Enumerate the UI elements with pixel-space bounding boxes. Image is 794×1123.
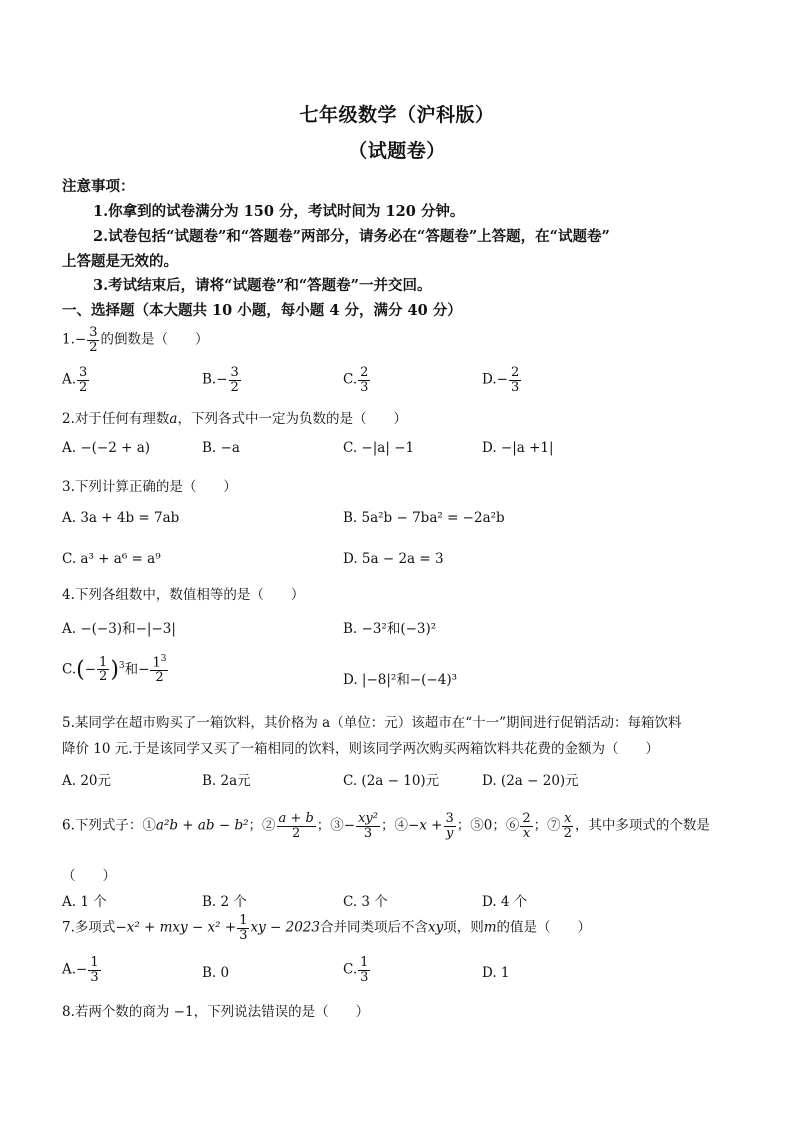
q1-option-a: A. $\frac{3}{2}$ bbox=[62, 365, 88, 395]
q6-sep-5: ；⑦ bbox=[533, 817, 561, 834]
page-subtitle: （试题卷） bbox=[348, 140, 446, 162]
question-1-stem: 1.− $\frac{3}{2}$ 的倒数是（ ） bbox=[62, 325, 209, 355]
q2-option-c: C. −|a| −1 bbox=[343, 440, 415, 456]
notice-item-2a: 2.试卷包括“试题卷”和“答题卷”两部分，请务必在“答题卷”上答题，在“试题卷” bbox=[93, 228, 610, 245]
q1-c-label: C. bbox=[343, 371, 358, 388]
q7-mid: 合并同类项后不含 bbox=[319, 919, 428, 936]
q6-prefix: 6.下列式子：① bbox=[62, 817, 156, 834]
q1-option-d: D.− $\frac{2}{3}$ bbox=[482, 365, 520, 395]
question-6-stem: 6.下列式子：①a²b + ab − b²；② $\frac{a + b}{2}$ ；③− $\frac{\text{xy²}}{3}$ ；④−x + $\frac{3}{y}$ ；⑤0；⑥ $\frac{2}{x}$ ；⑦ $\frac{x}{2}$ ，其中多项式的个数是 bbox=[62, 811, 710, 841]
q7-c-label: C. bbox=[343, 961, 358, 978]
q7-prefix: 7.多项式 bbox=[62, 919, 116, 936]
question-7-stem: 7.多项式−x² + mxy − x² + $\frac{1}{3}$ xy − 2023合并同类项后不含xy项，则m的值是（ ） bbox=[62, 913, 592, 943]
q7-var-xy: xy bbox=[427, 919, 444, 936]
question-5-line-1: 5.某同学在超市购买了一箱饮料，其价格为 a（单位：元）该超市在“十一”期间进行促销活动：每箱饮料 bbox=[62, 715, 682, 731]
q3-option-a: A. 3a + 4b = 7ab bbox=[62, 510, 180, 526]
q2-stem-b: ，下列各式中一定为负数的是（ ） bbox=[177, 411, 407, 427]
q4-c-label: C. bbox=[62, 661, 77, 678]
q7-mid2: 项，则 bbox=[443, 919, 484, 936]
q6-option-a: A. 1 个 bbox=[62, 894, 107, 910]
q7-var-m: m bbox=[483, 919, 497, 936]
q6-option-d: D. 4 个 bbox=[482, 894, 528, 910]
q6-expr-4: −x + bbox=[407, 817, 443, 834]
q6-sep-2: ；③ bbox=[316, 817, 344, 834]
question-5-line-2: 降价 10 元.于是该同学又买了一箱相同的饮料，则该同学两次购买两箱饮料共花费的金额为（ ） bbox=[62, 741, 660, 757]
q2-option-b: B. −a bbox=[202, 440, 240, 456]
q5-option-b: B. 2a元 bbox=[202, 773, 251, 789]
notice-heading: 注意事项： bbox=[62, 178, 135, 195]
q6-sep-3: ；④ bbox=[380, 817, 408, 834]
notice-item-3: 3.考试结束后，请将“试题卷”和“答题卷”一并交回。 bbox=[93, 277, 432, 294]
q1-a-label: A. bbox=[62, 371, 77, 388]
q3-option-d: D. 5a − 2a = 3 bbox=[343, 551, 444, 567]
q5-option-c: C. (2a − 10)元 bbox=[343, 773, 440, 789]
q7-expr-b: xy − 2023 bbox=[250, 919, 320, 936]
q7-option-d: D. 1 bbox=[482, 965, 510, 981]
q1-b-label: B. bbox=[202, 371, 217, 388]
q1-stem-text: 的倒数是（ ） bbox=[100, 331, 209, 348]
section-heading: 一、选择题（本大题共 10 小题，每小题 4 分，满分 40 分） bbox=[62, 302, 462, 319]
q1-option-b: B.− $\frac{3}{2}$ bbox=[202, 365, 239, 395]
q4-c-mid: 和 bbox=[124, 661, 139, 678]
q2-option-d: D. −|a +1| bbox=[482, 440, 554, 456]
q6-sep-1: ；② bbox=[248, 817, 276, 834]
q7-suffix: 的值是（ ） bbox=[496, 919, 592, 936]
q5-option-d: D. (2a − 20)元 bbox=[482, 773, 579, 789]
q6-option-b: B. 2 个 bbox=[202, 894, 247, 910]
q1-fraction: $\frac{3}{2}$ bbox=[89, 325, 98, 355]
q2-stem-a: 2.对于任何有理数 bbox=[62, 411, 170, 427]
q1-option-c: C. $\frac{2}{3}$ bbox=[343, 365, 369, 395]
q1-d-label: D. bbox=[482, 371, 497, 388]
q2-var: a bbox=[169, 411, 178, 427]
notice-item-1: 1.你拿到的试卷满分为 150 分，考试时间为 120 分钟。 bbox=[93, 203, 465, 220]
q4-option-d: D. |−8|²和−(−4)³ bbox=[343, 672, 457, 688]
question-4-stem: 4.下列各组数中，数值相等的是（ ） bbox=[62, 587, 305, 603]
question-2-stem bbox=[62, 407, 407, 427]
q7-option-a: A.− $\frac{1}{3}$ bbox=[62, 955, 99, 985]
q7-a-label: A. bbox=[62, 961, 77, 978]
notice-item-2b: 上答题是无效的。 bbox=[62, 253, 178, 270]
q7-option-c: C. $\frac{1}{3}$ bbox=[343, 955, 369, 985]
q6-suffix: ，其中多项式的个数是 bbox=[574, 817, 710, 834]
q4-option-c: C.(− $\frac{1}{2}$ )$^3$和− $\frac{1^3}{2}$ bbox=[62, 654, 167, 685]
q1-number: 1. bbox=[62, 331, 75, 348]
q3-option-b: B. 5a²b − 7ba² = −2a²b bbox=[343, 510, 505, 526]
q2-option-a: A. −(−2 + a) bbox=[62, 440, 151, 456]
q6-answer-paren: （ ） bbox=[62, 868, 116, 884]
page-title: 七年级数学（沪科版） bbox=[299, 104, 495, 126]
q6-expr-1: a²b + ab − b² bbox=[155, 817, 249, 834]
q4-option-a: A. −(−3)和−|−3| bbox=[62, 621, 176, 637]
q5-option-a: A. 20元 bbox=[62, 773, 112, 789]
q4-option-b: B. −3²和(−3)² bbox=[343, 621, 437, 637]
q6-sep-4: ；⑤0；⑥ bbox=[456, 817, 520, 834]
q7-expr-a: −x² + mxy − x² + bbox=[115, 919, 237, 936]
q3-option-c: C. a³ + a⁶ = a⁹ bbox=[62, 551, 161, 567]
q7-option-b: B. 0 bbox=[202, 965, 230, 981]
q6-option-c: C. 3 个 bbox=[343, 894, 388, 910]
question-3-stem: 3.下列计算正确的是（ ） bbox=[62, 479, 237, 495]
question-8-stem: 8.若两个数的商为 −1，下列说法错误的是（ ） bbox=[62, 1004, 370, 1020]
